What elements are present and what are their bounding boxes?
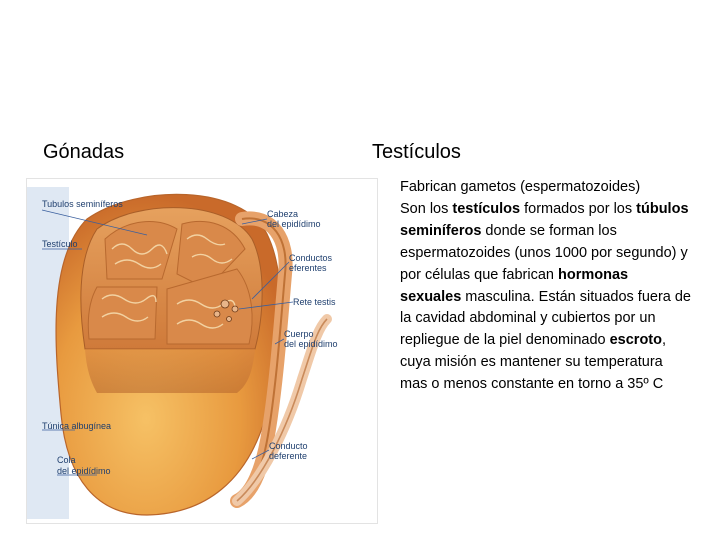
label-conductos-eferentes-1: Conductos [289, 253, 333, 263]
bullet-run-bold: escroto [609, 332, 662, 349]
heading-gonadas: Gónadas [43, 141, 125, 163]
bullet-run: Fabrican gametos (espermatozoides) [400, 179, 641, 195]
label-cuerpo-epididimo-2: del epidídimo [284, 339, 338, 349]
label-cola-epididimo-1: Cola [57, 455, 76, 465]
bullet-run: masculina. Están situados fuera de la cavidad abdominal y cubiertos por un repliegue de la piel denominado [400, 288, 691, 349]
bullet-text [400, 201, 691, 392]
cut-surface [85, 349, 255, 393]
label-tubulos-seminiferos: Tubulos seminíferos [42, 199, 123, 209]
bullet-run-bold: hormonas sexuales [400, 266, 629, 305]
bullet-text [400, 179, 640, 195]
bullet-run: donde se forman los espermatozoides (unos 1000 por segundo) y por células que fabrican [400, 222, 688, 283]
label-conducto-deferente-1: Conducto [269, 441, 308, 451]
bullet-item [372, 199, 692, 396]
label-conductos-eferentes-2: eferentes [289, 263, 327, 273]
bullet-run: Son los [400, 200, 453, 217]
label-cuerpo-epididimo-1: Cuerpo [284, 329, 314, 339]
testicle-illustration [27, 179, 377, 523]
label-cabeza-epididimo-2: del epidídimo [267, 219, 321, 229]
label-conducto-deferente-2: deferente [269, 451, 308, 461]
label-rete-testis: Rete testis [293, 297, 336, 307]
label-testiculo: Testículo [42, 239, 78, 249]
label-cola-epididimo-2: del epidídimo [57, 466, 111, 476]
label-tunica-albuginea: Túnica albugínea [42, 421, 112, 431]
bullet-run: , cuya misión es mantener su temperatura mas o menos constante en torno a 35º C [400, 332, 667, 393]
label-cabeza-epididimo-1: Cabeza [267, 209, 299, 219]
bullet-run-bold: túbulos seminíferos [400, 200, 689, 239]
bullet-run-bold: testículos [452, 200, 521, 217]
bullet-run: formados por los [520, 200, 637, 217]
heading-testiculos: Testículos [372, 141, 461, 163]
testicle-anatomy-figure [26, 178, 378, 524]
bullet-item [372, 177, 692, 199]
bullet-list [372, 177, 692, 396]
